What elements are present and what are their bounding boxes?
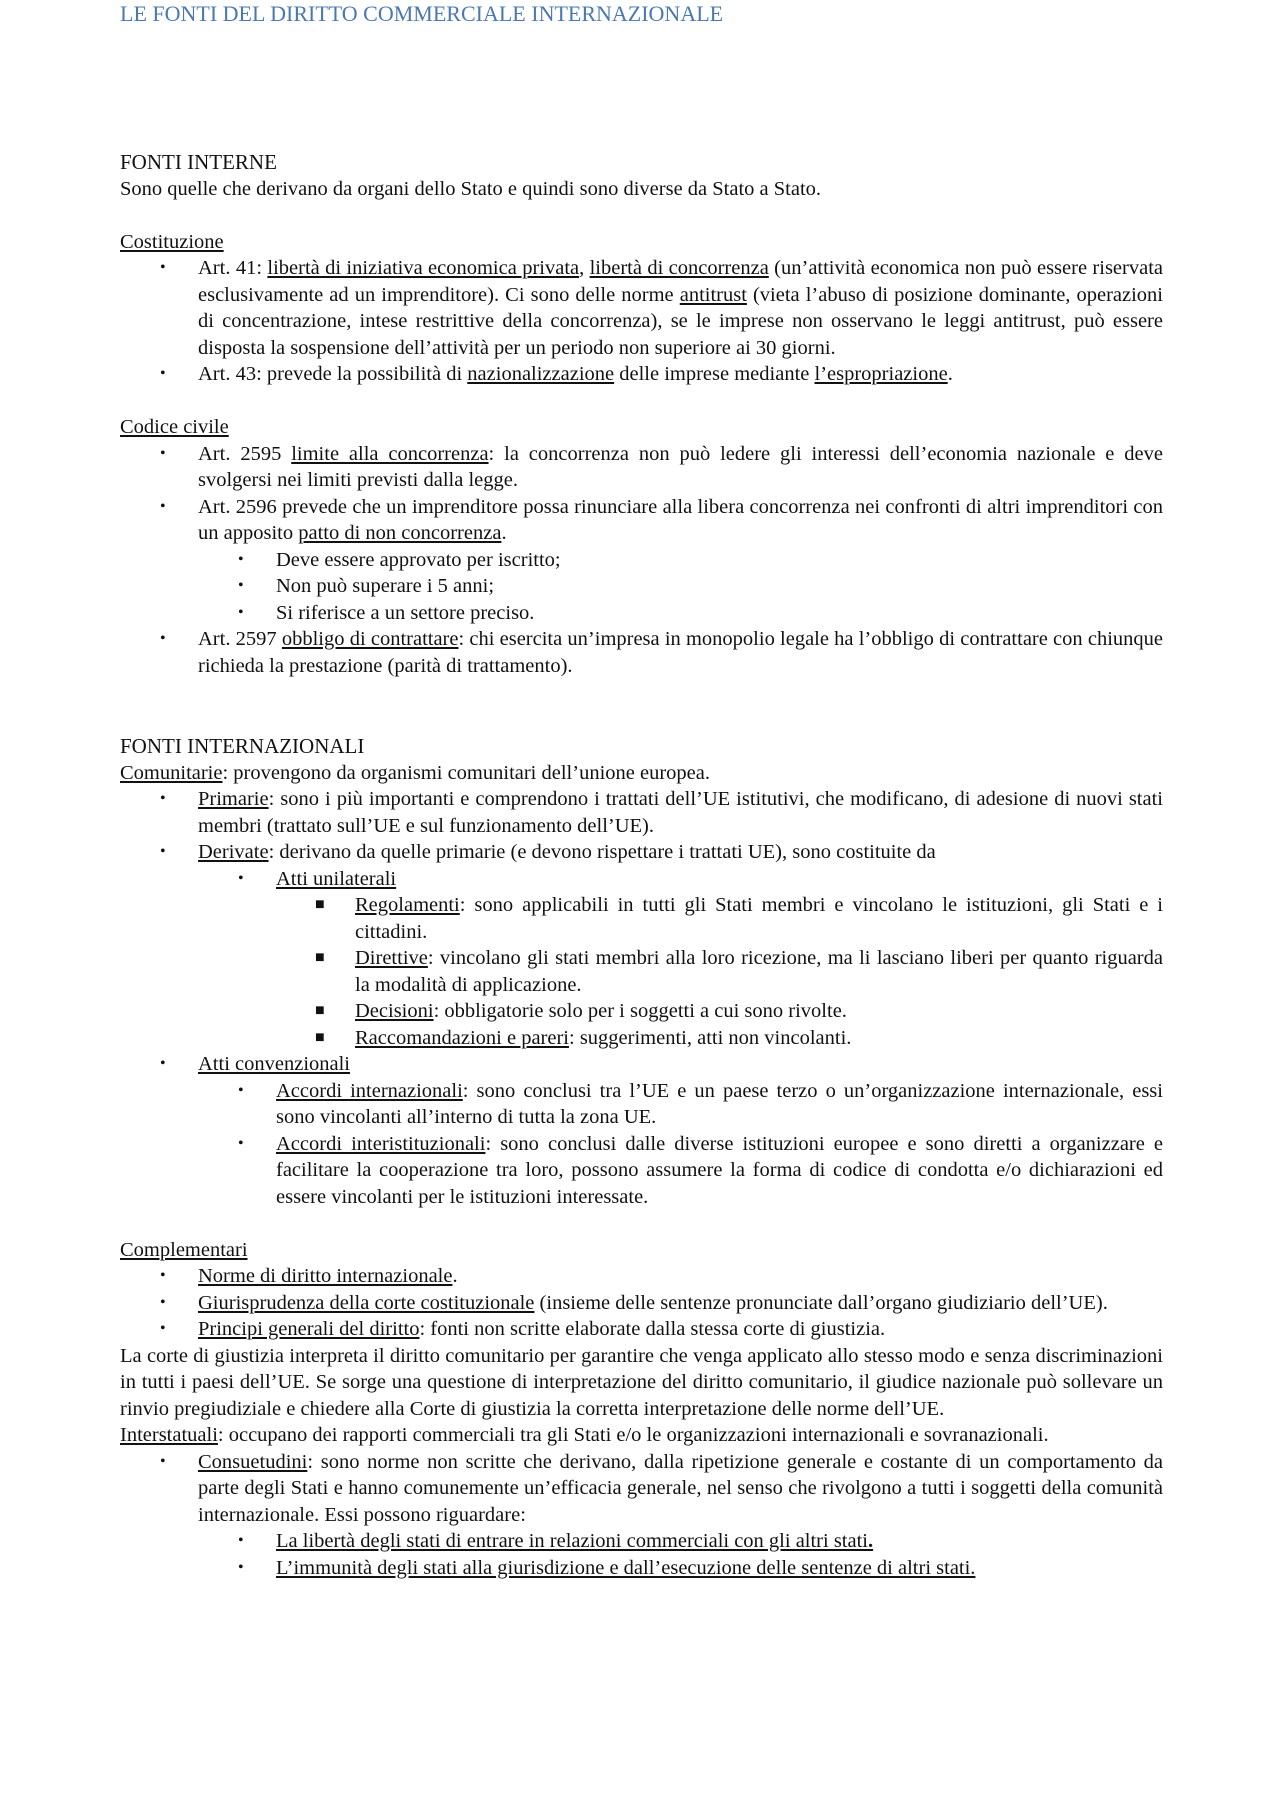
list-item-derivate: • Derivate: derivano da quelle primarie (e devono rispettare i trattati UE), sono costituite da [198, 839, 1163, 866]
list-item-raccomandazioni: ■ Raccomandazioni e pareri: suggerimenti, atti non vincolanti. [355, 1025, 1163, 1052]
subheading-costituzione: Costituzione [120, 230, 224, 253]
sub-list-item: • Deve essere approvato per iscritto; [276, 547, 1163, 574]
bullet-icon: • [238, 869, 244, 887]
subheading-complementari: Complementari [120, 1238, 248, 1261]
list-item-direttive: ■ Direttive: vincolano gli stati membri alla loro ricezione, ma li lasciano liberi per quanto riguarda la modalità di applicazione. [315, 947, 1163, 996]
sub-list-item: • Non può superare i 5 anni; [276, 573, 1163, 600]
document-body [120, 149, 1163, 1581]
list-item-principi: • Principi generali del diritto: fonti non scritte elaborate dalla stessa corte di giustizia. [198, 1316, 1163, 1343]
list-item-consuetudini: • Consuetudini: sono norme non scritte che derivano, dalla ripetizione generale e costante di un comportamento da parte degli Stati e hanno comunemente un’efficacia generale, nel senso che rivolgono a tutti i soggetti della comunità internazionale. Essi possono riguardare: [160, 1450, 1163, 1526]
list-item-regolamenti: ■ Regolamenti: sono applicabili in tutti gli Stati membri e vincolano le istituzioni, gli Stati e i cittadini. [315, 894, 1163, 943]
bullet-icon: • [160, 497, 166, 515]
bullet-icon: • [160, 365, 166, 382]
list-item-accordi-internazionali: • Accordi internazionali: sono conclusi tra l’UE e un paese terzo o un’organizzazione internazionale, essi sono vincolanti all’interno di tutta la zona UE. [238, 1079, 1163, 1128]
list-item-decisioni: ■ Decisioni: obbligatorie solo per i soggetti a cui sono rivolte. [355, 998, 1163, 1025]
subheading-codice-civile: Codice civile [120, 416, 229, 438]
sub-list-item: • La libertà degli stati di entrare in relazioni commerciali con gli altri stati. [276, 1528, 1163, 1555]
list-item-art-2596: • Art. 2596 prevede che un imprenditore possa rinunciare alla libera concorrenza nei confronti di altri imprenditori con un apposito patto di non concorrenza. [160, 495, 1163, 544]
fonti-interne-intro: Sono quelle che derivano da organi dello Stato e quindi sono diverse da Stato a Stato. [120, 177, 822, 200]
bullet-icon: • [160, 630, 166, 647]
bullet-icon: • [238, 1134, 244, 1152]
sub-list-item: • L’immunità degli stati alla giurisdizione e dall’esecuzione delle sentenze di altri stati. [276, 1555, 1163, 1582]
bullet-icon: • [160, 1055, 166, 1072]
list-item-art-41: • Art. 41: libertà di iniziativa economica privata, libertà di concorrenza (un’attività economica non può essere riservata esclusivamente ad un imprenditore). Ci sono delle norme antitrust (vieta l’abuso di posizione dominante, operazioni di concentrazione, intese restrittive della concorrenza), se le imprese non osservano le leggi antitrust, può essere disposta la sospensione dell’attività per un periodo non superiore ai 30 giorni. [160, 257, 1163, 359]
list-item-art-43: • Art. 43: prevede la possibilità di nazionalizzazione delle imprese mediante l’espropriazione. [198, 361, 1163, 388]
bullet-icon: • [160, 1452, 166, 1470]
bullet-icon: • [160, 843, 166, 860]
list-item-atti-convenzionali: • Atti convenzionali [198, 1051, 1163, 1078]
square-bullet-icon: ■ [315, 1002, 325, 1019]
document-title: LE FONTI DEL DIRITTO COMMERCIALE INTERNAZIONALE [120, 1, 724, 26]
section-heading-fonti-interne: FONTI INTERNE [120, 150, 277, 174]
bullet-icon: • [160, 259, 166, 276]
section-heading-fonti-internazionali: FONTI INTERNAZIONALI [120, 734, 365, 758]
square-bullet-icon: ■ [315, 1028, 325, 1046]
sub-list-item: • Si riferisce a un settore preciso. [276, 600, 1163, 627]
list-item-norme: • Norme di diritto internazionale. [198, 1263, 1163, 1290]
bullet-icon: • [160, 1320, 166, 1337]
comunitarie-paragraph: Comunitarie: provengono da organismi comunitari dell’unione europea. [120, 761, 710, 784]
square-bullet-icon: ■ [315, 896, 325, 913]
list-item-accordi-interistituzionali: • Accordi interistituzionali: sono conclusi dalle diverse istituzioni europee e sono diretti a organizzare e facilitare la cooperazione tra loro, possono assumere la forma di codice di condotta e/o dichiarazioni ed essere vincolanti per le istituzioni interessate. [238, 1132, 1164, 1208]
bullet-icon: • [160, 1267, 166, 1284]
bullet-icon: • [238, 1532, 244, 1549]
bullet-icon: • [238, 577, 244, 594]
bullet-icon: • [160, 444, 166, 462]
corte-paragraph: La corte di giustizia interpreta il diritto comunitario per garantire che venga applicato allo stesso modo e senza discriminazioni in tutti i paesi dell’UE. Se sorge una questione di interpretazione del diritto comunitario, il giudice nazionale può sollevare un rinvio pregiudiziale e chiedere alla Corte di giustizia la corretta interpretazione delle norme dell’UE. [120, 1344, 1163, 1420]
interstatuali-paragraph: Interstatuali: occupano dei rapporti commerciali tra gli Stati e/o le organizzazioni internazionali e sovranazionali. [120, 1424, 1049, 1446]
list-item-atti-unilaterali: • Atti unilaterali [276, 866, 1163, 893]
bullet-icon: • [160, 1293, 166, 1311]
list-item-giurisprudenza: • Giurisprudenza della corte costituzionale (insieme delle sentenze pronunciate dall’organo giudiziario dell’UE). [198, 1290, 1163, 1317]
bullet-icon: • [238, 603, 244, 621]
square-bullet-icon: ■ [315, 949, 325, 966]
bullet-icon: • [160, 790, 166, 807]
list-item-art-2595: • Art. 2595 limite alla concorrenza: la concorrenza non può ledere gli interessi dell’economia nazionale e deve svolgersi nei limiti previsti dalla legge. [160, 442, 1163, 491]
list-item-art-2597: • Art. 2597 obbligo di contrattare: chi esercita un’impresa in monopolio legale ha l’obbligo di contrattare con chiunque richieda la prestazione (parità di trattamento). [160, 628, 1163, 677]
bullet-icon: • [238, 550, 244, 568]
list-item-primarie: • Primarie: sono i più importanti e comprendono i trattati dell’UE istitutivi, che modificano, di adesione di nuovi stati membri (trattato sull’UE e sul funzionamento dell’UE). [160, 788, 1163, 837]
bullet-icon: • [238, 1081, 244, 1099]
bullet-icon: • [238, 1558, 244, 1576]
